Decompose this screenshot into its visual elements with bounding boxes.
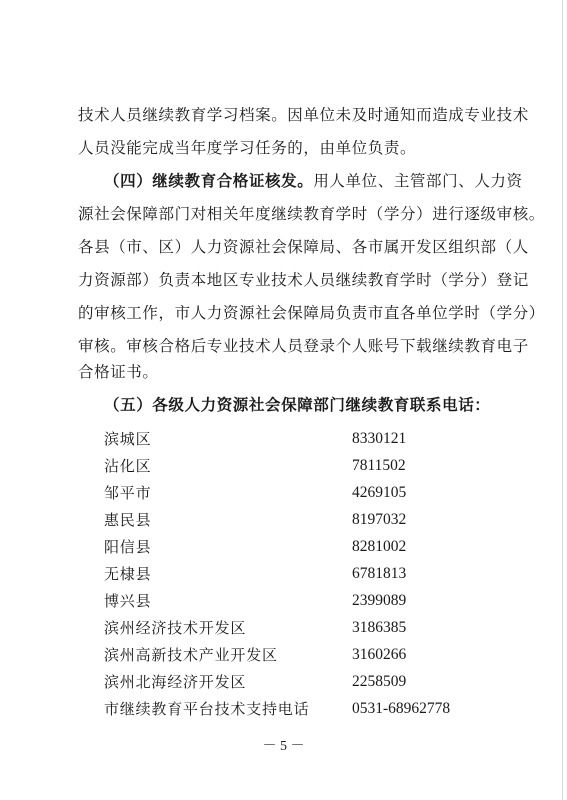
contact-row: [104, 698, 504, 720]
section4-first-line: [104, 170, 523, 192]
contact-name: 滨州高新技术产业开发区: [104, 646, 278, 664]
contact-row: [104, 644, 504, 666]
contact-phone: 8197032: [352, 511, 407, 528]
paragraph-line: 源社会保障部门对相关年度继续教育学时（学分）进行逐级审核。: [78, 205, 545, 223]
paragraph-line: 人员没能完成当年度学习任务的，由单位负责。: [78, 139, 417, 157]
contact-name: 市继续教育平台技术支持电话: [104, 700, 310, 718]
paragraph-line: 审核。审核合格后专业技术人员登录个人账号下载继续教育电子: [78, 337, 529, 355]
contact-name: 惠民县: [104, 511, 152, 529]
paragraph-line: 技术人员继续教育学习档案。因单位未及时通知而造成专业技术: [78, 106, 529, 124]
page-number: － 5 －: [262, 739, 305, 754]
contact-phone: 4269105: [352, 484, 407, 501]
contact-row: [104, 590, 504, 612]
contact-phone: 6781813: [352, 565, 407, 582]
contact-row: [104, 428, 504, 450]
contact-name: 无棣县: [104, 565, 152, 583]
contact-phone: 2399089: [352, 592, 407, 609]
contact-name: 滨州经济技术开发区: [104, 619, 247, 637]
paragraph-line: 各县（市、区）人力资源社会保障局、各市属开发区组织部（人: [78, 238, 529, 256]
contact-row: [104, 455, 504, 477]
section4-heading: （四）继续教育合格证核发。: [104, 171, 314, 190]
scan-edge-line: [562, 0, 563, 800]
contact-phone: 7811502: [352, 457, 406, 474]
contact-phone: 8281002: [352, 538, 407, 555]
contact-name: 阳信县: [104, 538, 152, 556]
contact-phone: 0531-68962778: [352, 700, 451, 717]
contact-phone: 3186385: [352, 619, 407, 636]
contact-name: 沾化区: [104, 457, 152, 475]
contact-row: [104, 536, 504, 558]
contact-name: 博兴县: [104, 592, 152, 610]
section5-heading: （五）各级人力资源社会保障部门继续教育联系电话：: [104, 395, 491, 414]
contact-phone: 8330121: [352, 430, 407, 447]
paragraph-line: 合格证书。: [78, 363, 159, 381]
paragraph-line: 的审核工作，市人力资源社会保障局负责市直各单位学时（学分）: [78, 304, 545, 322]
contact-name: 邹平市: [104, 484, 152, 502]
contact-row: [104, 482, 504, 504]
contact-name: 滨州北海经济开发区: [104, 673, 247, 691]
contact-phone: 2258509: [352, 673, 407, 690]
contact-name: 滨城区: [104, 430, 152, 448]
contact-phone: 3160266: [352, 646, 407, 663]
contact-row: [104, 671, 504, 693]
contact-row: [104, 563, 504, 585]
section4-first-line-rest: 用人单位、主管部门、人力资: [313, 172, 523, 190]
paragraph-line: 力资源部）负责本地区专业技术人员继续教育学时（学分）登记: [78, 271, 529, 289]
contact-row: [104, 509, 504, 531]
contact-row: [104, 617, 504, 639]
